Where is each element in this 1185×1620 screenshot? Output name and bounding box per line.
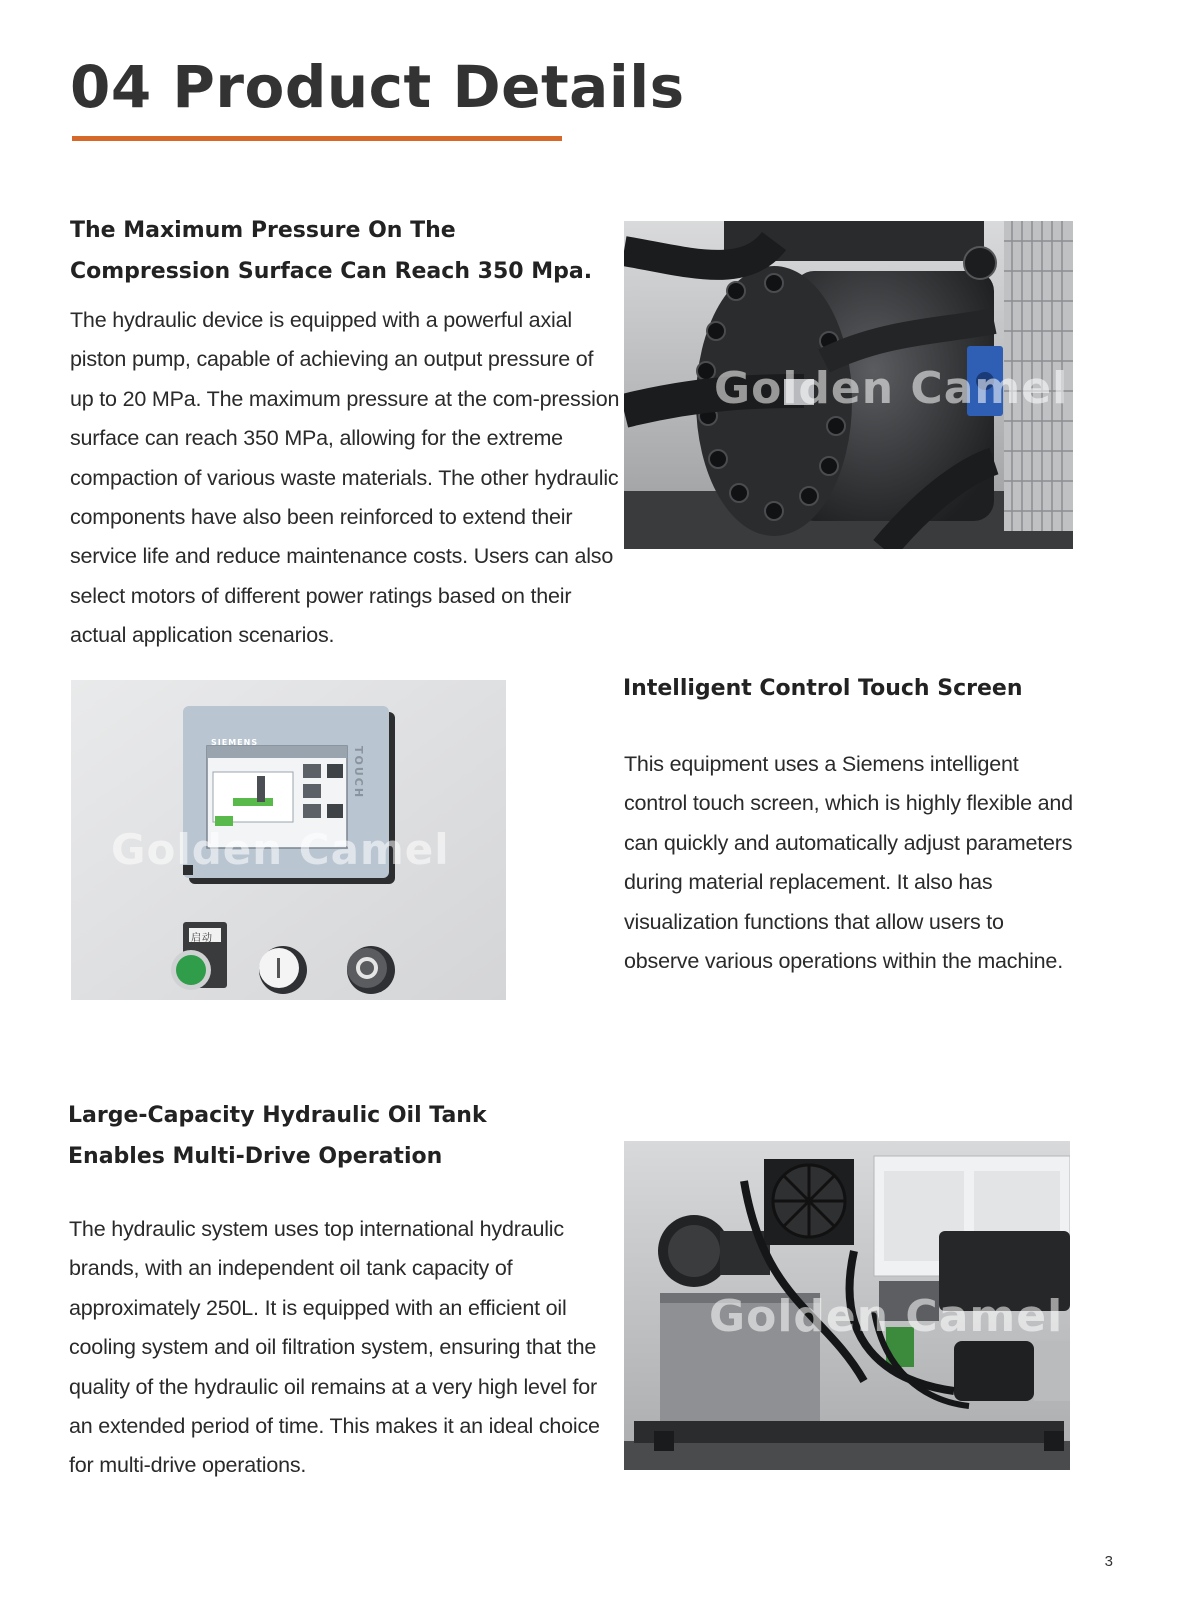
section-heading-pressure: The Maximum Pressure On The Compression Surface Can Reach 350 Mpa. bbox=[70, 218, 593, 284]
hydraulic-oil-tank-photo bbox=[624, 1141, 1070, 1470]
touch-screen-panel-photo bbox=[71, 680, 506, 1000]
start-button-label: 启动 bbox=[191, 933, 213, 944]
section-body-pressure: The hydraulic device is equipped with a powerful axial piston pump, capable of achieving an output pressure of up to 20 MPa. The maximum pressure at the com-pression surface can reach 350 MPa, allowing for the extreme compaction of various waste materials. The other hydraulic components have also been reinforced to extend their service life and reduce maintenance costs. Users can also select motors of different power ratings based on their actual application scenarios. bbox=[70, 308, 620, 648]
watermark-text: Golden Camel bbox=[111, 825, 450, 874]
section-body-oil-tank: The hydraulic system uses top international hydraulic brands, with an independent oil tank capacity of approximately 250L. It is equipped with an efficient oil cooling system and oil filtration system, ensuring that the quality of the hydraulic oil remains at a very high level for an extended period of time. This makes it an ideal choice for multi-drive operations. bbox=[69, 1217, 600, 1478]
watermark-text: Golden Camel bbox=[709, 1291, 1064, 1342]
page-title: 04 Product Details bbox=[70, 53, 685, 121]
watermark-text: Golden Camel bbox=[714, 363, 1069, 414]
section-body-touch-screen: This equipment uses a Siemens intelligent control touch screen, which is highly flexible and can quickly and automatically adjust parameters during material replacement. It also has visualization functions that allow users to observe various operations within the machine. bbox=[624, 752, 1073, 974]
section-heading-touch-screen: Intelligent Control Touch Screen bbox=[623, 676, 1023, 701]
touch-side-label: TOUCH bbox=[352, 746, 365, 800]
siemens-brand-label: SIEMENS bbox=[211, 738, 259, 747]
page-number: 3 bbox=[1104, 1553, 1113, 1570]
hydraulic-cylinder-photo bbox=[624, 221, 1073, 549]
title-underline bbox=[72, 136, 562, 141]
section-heading-oil-tank: Large-Capacity Hydraulic Oil Tank Enables Multi-Drive Operation bbox=[68, 1103, 487, 1169]
